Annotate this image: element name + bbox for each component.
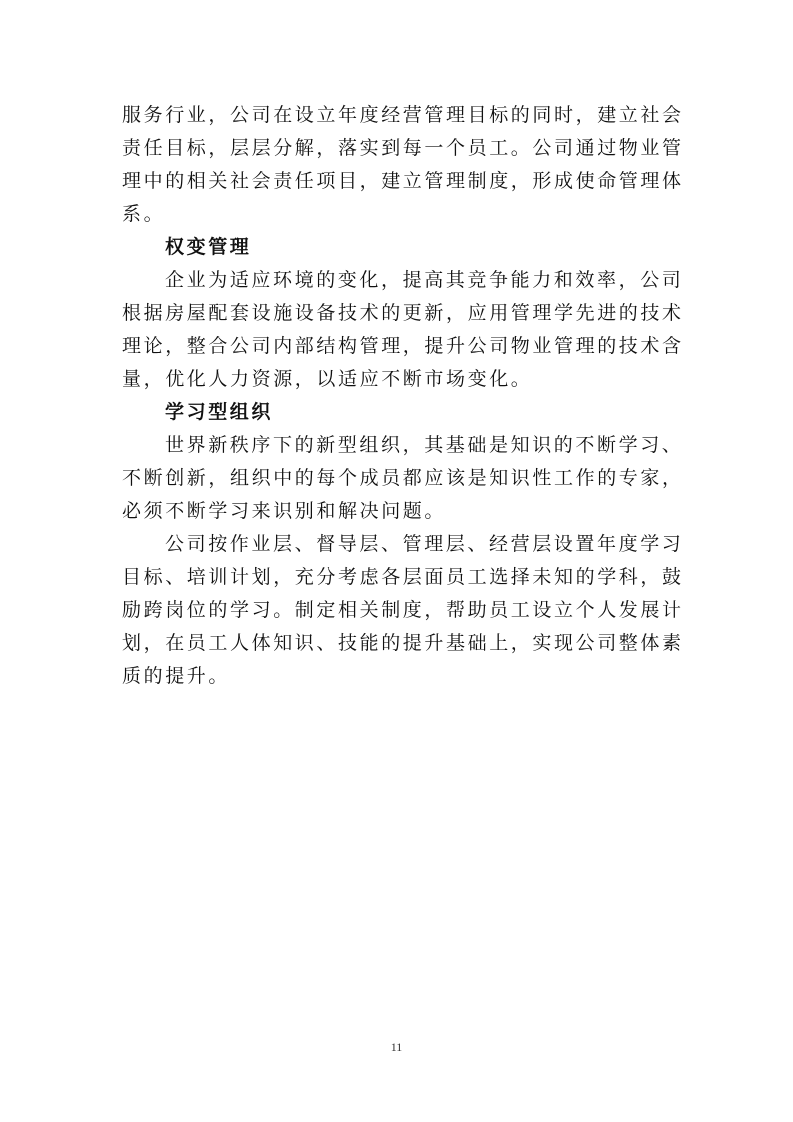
paragraph-learning-1 — [122, 429, 684, 528]
paragraph-line: 世界新秩序下的新型组织，其基础是知识的不断学习、 — [165, 434, 684, 456]
paragraph-line: 励跨岗位的学习。制定相关制度，帮助员工设立个人发展计 — [122, 599, 684, 621]
paragraph-line: 必须不断学习来识别和解决问题。 — [122, 500, 447, 522]
paragraph-line: 质的提升。 — [122, 665, 231, 687]
paragraph-line: 系。 — [122, 203, 166, 225]
paragraph-line: 理论，整合公司内部结构管理，提升公司物业管理的技术含 — [122, 335, 684, 357]
page-number: 11 — [390, 1040, 403, 1054]
paragraph-line: 责任目标，层层分解，落实到每一个员工。公司通过物业管 — [122, 137, 684, 159]
paragraph-line: 企业为适应环境的变化，提高其竞争能力和效率，公司 — [165, 269, 684, 291]
paragraph-learning-2 — [122, 528, 684, 693]
page-content — [122, 99, 684, 693]
paragraph-line: 量，优化人力资源，以适应不断市场变化。 — [122, 368, 533, 390]
section-heading-power: 权变管理 — [165, 236, 252, 258]
paragraph-line: 服务行业，公司在设立年度经营管理目标的同时，建立社会 — [122, 104, 684, 126]
paragraph-line: 公司按作业层、督导层、管理层、经营层设置年度学习 — [165, 533, 684, 555]
paragraph-line: 理中的相关社会责任项目，建立管理制度，形成使命管理体 — [122, 170, 684, 192]
section-heading-learning: 学习型组织 — [165, 401, 274, 423]
paragraph-line: 不断创新，组织中的每个成员都应该是知识性工作的专家， — [122, 467, 684, 489]
paragraph-line: 目标、培训计划，充分考虑各层面员工选择未知的学科，鼓 — [122, 566, 684, 588]
paragraph-continuation — [122, 99, 684, 231]
paragraph-line: 划，在员工人体知识、技能的提升基础上，实现公司整体素 — [122, 632, 684, 654]
paragraph-line: 根据房屋配套设施设备技术的更新，应用管理学先进的技术 — [122, 302, 684, 324]
paragraph-power — [122, 264, 684, 396]
